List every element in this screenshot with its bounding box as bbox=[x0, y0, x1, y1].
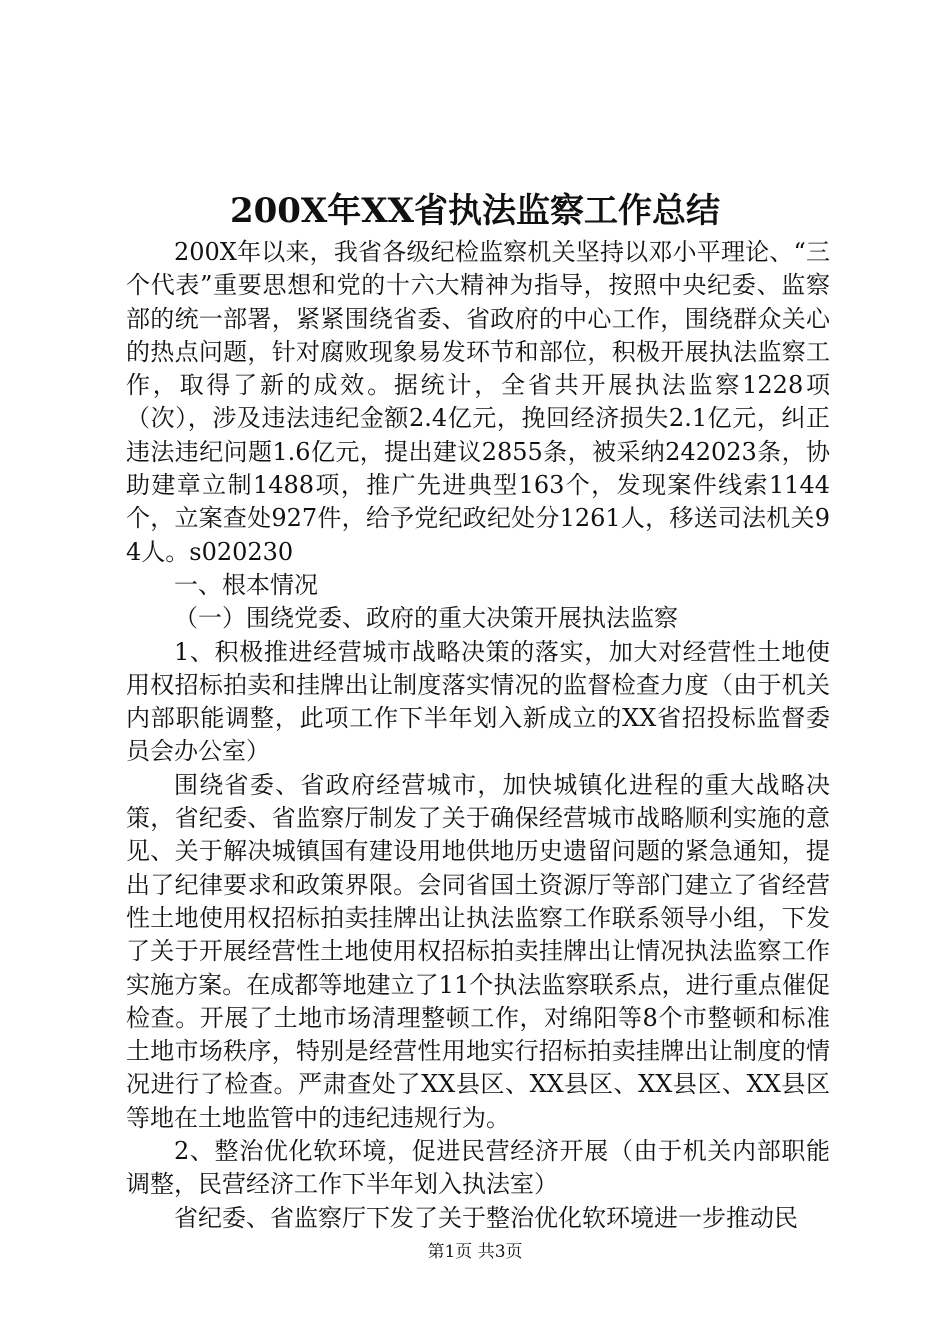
subsection-heading-1: （一）围绕党委、政府的重大决策开展执法监察 bbox=[174, 604, 678, 633]
page-number-footer: 第1页 共3页 bbox=[427, 1242, 523, 1262]
section-heading-basic: 一、根本情况 bbox=[174, 570, 318, 599]
document-title: 200X年XX省执法监察工作总结 bbox=[229, 191, 721, 231]
paragraph-item-2: 2、整治优化软环境，促进民营经济开展（由于机关内部职能调整，民营经济工作下半年划入执法室） bbox=[126, 1137, 830, 1199]
paragraph-item-1: 1、积极推进经营城市战略决策的落实，加大对经营性土地使用权招标拍卖和挂牌出让制度落实情况的监督检查力度（由于机关内部职能调整，此项工作下半年划入新成立的XX省招投标监督委员会办公室） bbox=[126, 637, 830, 766]
paragraph-soft-environment: 省纪委、省监察厅下发了关于整治优化软环境进一步推动民 bbox=[174, 1203, 798, 1232]
document-body bbox=[126, 236, 830, 1235]
paragraph-intro: 200X年以来，我省各级纪检监察机关坚持以邓小平理论、“三个代表”重要思想和党的十六大精神为指导，按照中央纪委、监察部的统一部署，紧紧围绕省委、省政府的中心工作，围绕群众关心的热点问题，针对腐败现象易发环节和部位，积极开展执法监察工作，取得了新的成效。据统计，全省共开展执法监察1228项（次），涉及违法违纪金额2.4亿元，挽回经济损失2.1亿元，纠正违法违纪问题1.6亿元，提出建议2855条，被采纳242023条，协助建章立制1488项，推广先进典型163个，发现案件线索1144个，立案查处927件，给予党纪政纪处分1261人，移送司法机关94人。s020230 bbox=[126, 238, 830, 566]
paragraph-land-supervision: 围绕省委、省政府经营城市，加快城镇化进程的重大战略决策，省纪委、省监察厅制发了关于确保经营城市战略顺利实施的意见、关于解决城镇国有建设用地供地历史遗留问题的紧急通知，提出了纪律要求和政策界限。会同省国土资源厅等部门建立了省经营性土地使用权招标拍卖挂牌出让执法监察工作联系领导小组，下发了关于开展经营性土地使用权招标拍卖挂牌出让情况执法监察工作实施方案。在成都等地建立了11个执法监察联系点，进行重点催促检查。开展了土地市场清理整顿工作，对绵阳等8个市整顿和标准土地市场秩序，特别是经营性用地实行招标拍卖挂牌出让制度的情况进行了检查。严肃查处了XX县区、XX县区、XX县区、XX县区等地在土地监管中的违纪违规行为。 bbox=[126, 770, 830, 1132]
